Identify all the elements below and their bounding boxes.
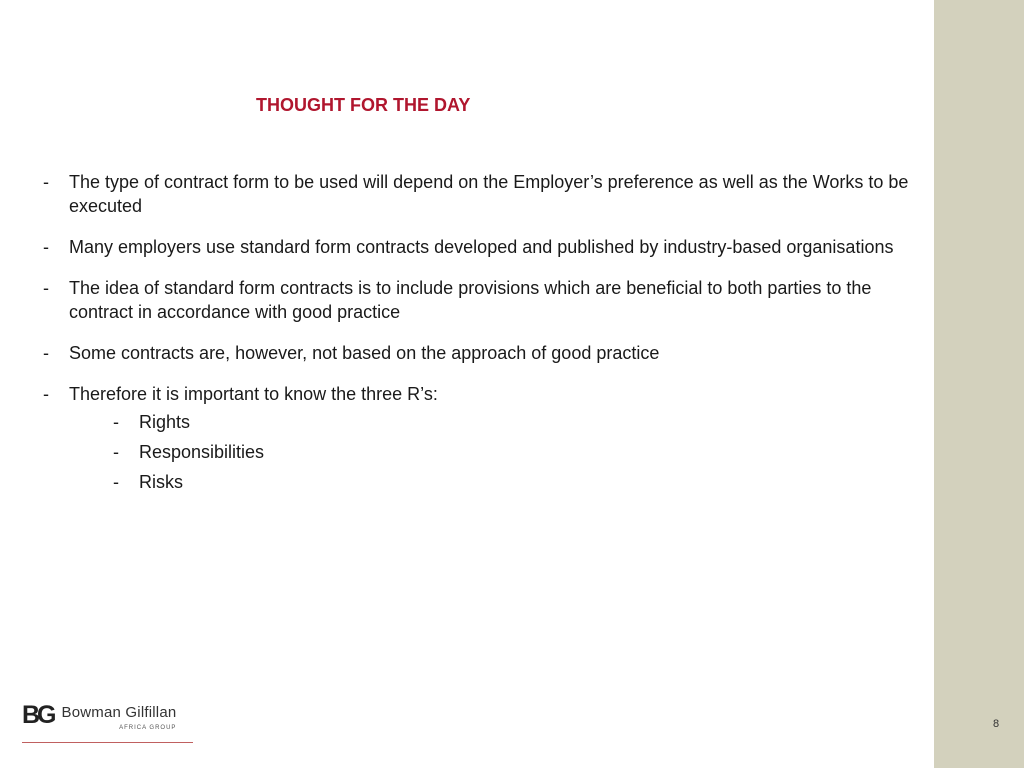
- bullet-dash: -: [43, 237, 49, 257]
- bullet-list: [40, 170, 915, 511]
- sub-list-item: [69, 440, 915, 464]
- list-item: [40, 235, 915, 259]
- logo-divider: [22, 742, 193, 743]
- sub-bullet-text: Rights: [139, 412, 191, 432]
- bullet-dash: -: [43, 172, 49, 192]
- bullet-text: Some contracts are, however, not based on the approach of good practice: [69, 343, 660, 363]
- bullet-text: The type of contract form to be used will depend on the Employer’s preference as well as the Works to be executed: [69, 172, 909, 216]
- sub-list-item: [69, 470, 915, 494]
- side-panel: [934, 0, 1024, 768]
- company-subtitle: AFRICA GROUP: [119, 725, 177, 731]
- sub-bullet-text: Responsibilities: [139, 442, 265, 462]
- bullet-text: Therefore it is important to know the three R’s:: [69, 384, 438, 404]
- company-name: Bowman Gilfillan: [61, 704, 177, 721]
- logo-text: [62, 702, 177, 732]
- logo-mark: BG: [22, 701, 54, 729]
- company-logo: [22, 702, 176, 732]
- bullet-text: Many employers use standard form contracts developed and published by industry-based organisations: [69, 237, 894, 257]
- bullet-dash: -: [43, 384, 49, 404]
- sub-list-item: [69, 410, 915, 434]
- bullet-dash: -: [113, 472, 119, 492]
- list-item: [40, 170, 915, 218]
- bullet-dash: -: [113, 442, 119, 462]
- list-item: [40, 276, 915, 324]
- bullet-dash: -: [43, 343, 49, 363]
- slide-title: THOUGHT FOR THE DAY: [256, 95, 471, 115]
- bullet-text: The idea of standard form contracts is to include provisions which are beneficial to both parties to the contract in accordance with good practice: [69, 278, 872, 322]
- bullet-dash: -: [113, 412, 119, 432]
- list-item: [40, 382, 915, 494]
- sub-bullet-list: [69, 410, 915, 494]
- page-number: 8: [993, 718, 1000, 730]
- sub-bullet-text: Risks: [139, 472, 183, 492]
- bullet-dash: -: [43, 278, 49, 298]
- list-item: [40, 341, 915, 365]
